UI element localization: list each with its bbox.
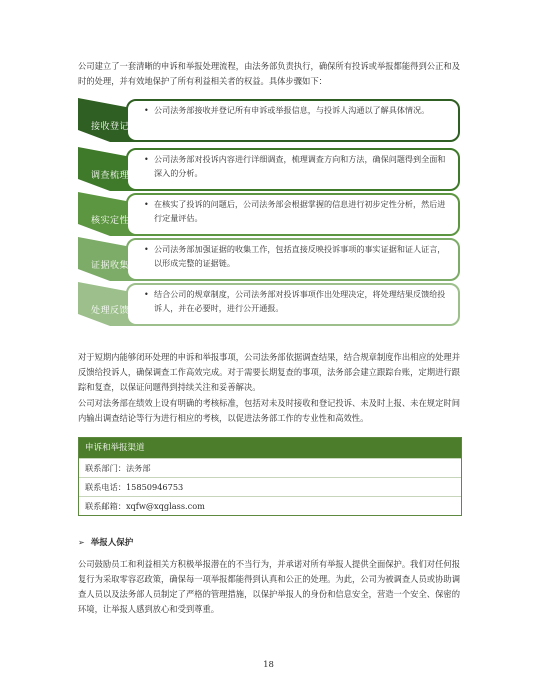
performance-paragraph: 公司对法务部在绩效上设有明确的考核标准，包括对未及时接收和登记投诉、未及时上报、未在规定时间内输出调查结论等行为进行相应的考核，以促进法务部工作的专业性和高效性。 — [78, 398, 460, 423]
contact-phone: 联系电话：15850946753 — [79, 477, 461, 496]
process-step-4 — [78, 237, 460, 281]
step-label: 证据收集 — [90, 261, 129, 271]
bullet-icon: • — [144, 245, 149, 254]
bullet-icon: • — [144, 155, 149, 164]
step-label: 调查梳理 — [90, 171, 129, 181]
channels-title: 申诉和举报渠道 — [79, 438, 461, 458]
bullet-icon: • — [144, 106, 149, 115]
contact-email: 联系邮箱：xqfw@xqglass.com — [79, 496, 461, 515]
bullet-icon: • — [144, 200, 149, 209]
step-description: 公司法务部接收并登记所有申诉或举报信息，与投诉人沟通以了解具体情况。 — [154, 105, 430, 115]
arrow-bullet-icon: ➢ — [78, 538, 85, 547]
complaint-channels-table — [78, 437, 462, 516]
follow-up-paragraph: 对于短期内能够闭环处理的申诉和举报事项，公司法务部依据调查结果，结合规章制度作出相应的处理并反馈给投诉人，确保调查工作高效完成。对于需要长期复查的事项，法务部会建立跟踪台账，定期进行跟踪和复查，以保证问题得到持续关注和妥善解决。 — [78, 352, 460, 392]
step-description: 公司法务部加强证据的收集工作，包括直接反映投诉事项的事实证据和证人证言，以形成完整的证据链。 — [154, 244, 446, 268]
step-label: 接收登记 — [90, 122, 129, 132]
bullet-icon: • — [144, 290, 149, 299]
process-step-2 — [78, 147, 460, 191]
process-step-1 — [78, 98, 460, 142]
protection-paragraph: 公司鼓励员工和利益相关方积极举报潜在的不当行为，并承诺对所有举报人提供全面保护。我们对任何报复行为采取零容忍政策，确保每一项举报都能得到认真和公正的处理。为此，公司为被调查人员或协助调查人员以及法务部人员制定了严格的管理措施，以保护举报人的身份和信息安全，营造一个安全、保密的环境，让举报人感到放心和受到尊重。 — [78, 559, 460, 614]
step-label: 核实定性 — [90, 216, 129, 226]
intro-paragraph: 公司建立了一套清晰的申诉和举报处理流程，由法务部负责执行，确保所有投诉或举报都能得到公正和及时的处理，并有效地保护了所有利益相关者的权益。具体步骤如下： — [78, 61, 460, 86]
step-description: 公司法务部对投诉内容进行详细调查，梳理调查方向和方法，确保问题得到全面和深入的分析。 — [154, 154, 446, 178]
step-description: 在核实了投诉的问题后，公司法务部会根据掌握的信息进行初步定性分析，然后进行定量评估。 — [154, 199, 446, 223]
page-number: 18 — [263, 660, 274, 670]
step-label: 处理反馈 — [90, 306, 129, 316]
section-heading — [78, 536, 133, 548]
contact-department: 联系部门：法务部 — [79, 458, 461, 477]
process-step-5 — [78, 282, 460, 326]
step-description: 结合公司的规章制度，公司法务部对投诉事项作出处理决定，将处理结果反馈给投诉人，并在必要时，进行公开通报。 — [154, 289, 446, 313]
process-step-3 — [78, 192, 460, 236]
section-heading-text: 举报人保护 — [90, 538, 134, 548]
